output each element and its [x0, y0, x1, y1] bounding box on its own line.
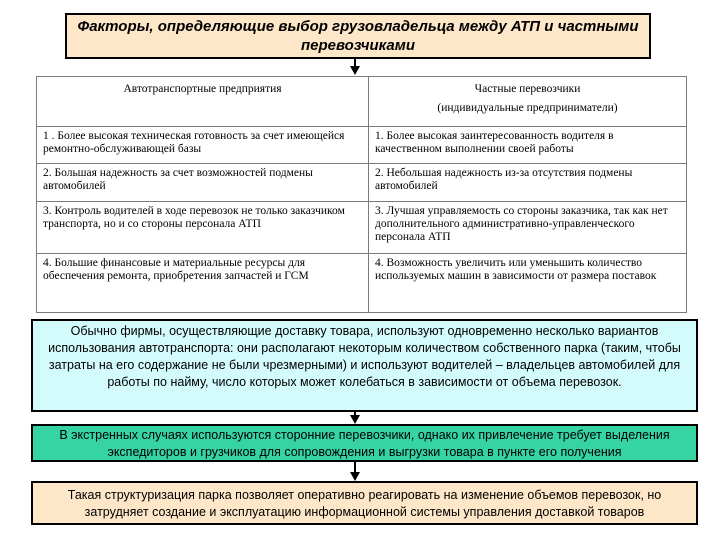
table-cell-private: 4. Возможность увеличить или уменьшить количество используемых машин в зависимости от размера поставок [369, 254, 687, 313]
table-cell-private: 2. Небольшая надежность из-за отсутствия подмены автомобилей [369, 164, 687, 201]
arrow-cyan-to-green-head [350, 415, 360, 424]
mixed-fleet-note: Обычно фирмы, осуществляющие доставку товара, используют одновременно несколько вариантов использования автотранспорта: они располагают некоторым количеством собственного парка (таким, чтобы затраты на его содержание не были чрезмерными) и используют водителей – владельцев автомобилей для работы по найму, число которых может колебаться в зависимости от объема перевозок. [31, 319, 698, 412]
table-header-row [37, 77, 687, 127]
title-text: Факторы, определяющие выбор грузовладельца между АТП и частными перевозчиками [77, 18, 639, 54]
table-row [37, 254, 687, 313]
table-cell-atp: 2. Большая надежность за счет возможностей подмены автомобилей [37, 164, 369, 201]
table-row [37, 201, 687, 253]
table-cell-atp: 4. Большие финансовые и материальные ресурсы для обеспечения ремонта, приобретения запчастей и ГСМ [37, 254, 369, 313]
table-cell-private: 3. Лучшая управляемость со стороны заказчика, так как нет дополнительного административно-управленческого персонала АТП [369, 201, 687, 253]
table-cell-atp: 3. Контроль водителей в ходе перевозок не только заказчиком транспорта, но и со стороны персонала АТП [37, 201, 369, 253]
header-atp: Автотранспортные предприятия [37, 77, 369, 127]
table-cell-private: 1. Более высокая заинтересованность водителя в качественном выполнении своей работы [369, 127, 687, 164]
table-row [37, 127, 687, 164]
fleet-structure-conclusion: Такая структуризация парка позволяет оперативно реагировать на изменение объемов перевозок, но затрудняет создание и эксплуатацию информационной системы управления доставкой товаров [31, 481, 698, 525]
comparison-table [36, 76, 687, 313]
arrow-title-to-table-head [350, 66, 360, 75]
table-row [37, 164, 687, 201]
emergency-carriers-note: В экстренных случаях используются сторонние перевозчики, однако их привлечение требует выделения экспедиторов и грузчиков для сопровождения и выгрузки товара в пункте его получения [31, 424, 698, 462]
arrow-green-to-peach-head [350, 472, 360, 481]
header-private-carriers: Частные перевозчики (индивидуальные предприниматели) [369, 77, 687, 127]
title-box [65, 13, 651, 59]
table-cell-atp: 1 . Более высокая техническая готовность за счет имеющейся ремонтно-обслуживающей базы [37, 127, 369, 164]
